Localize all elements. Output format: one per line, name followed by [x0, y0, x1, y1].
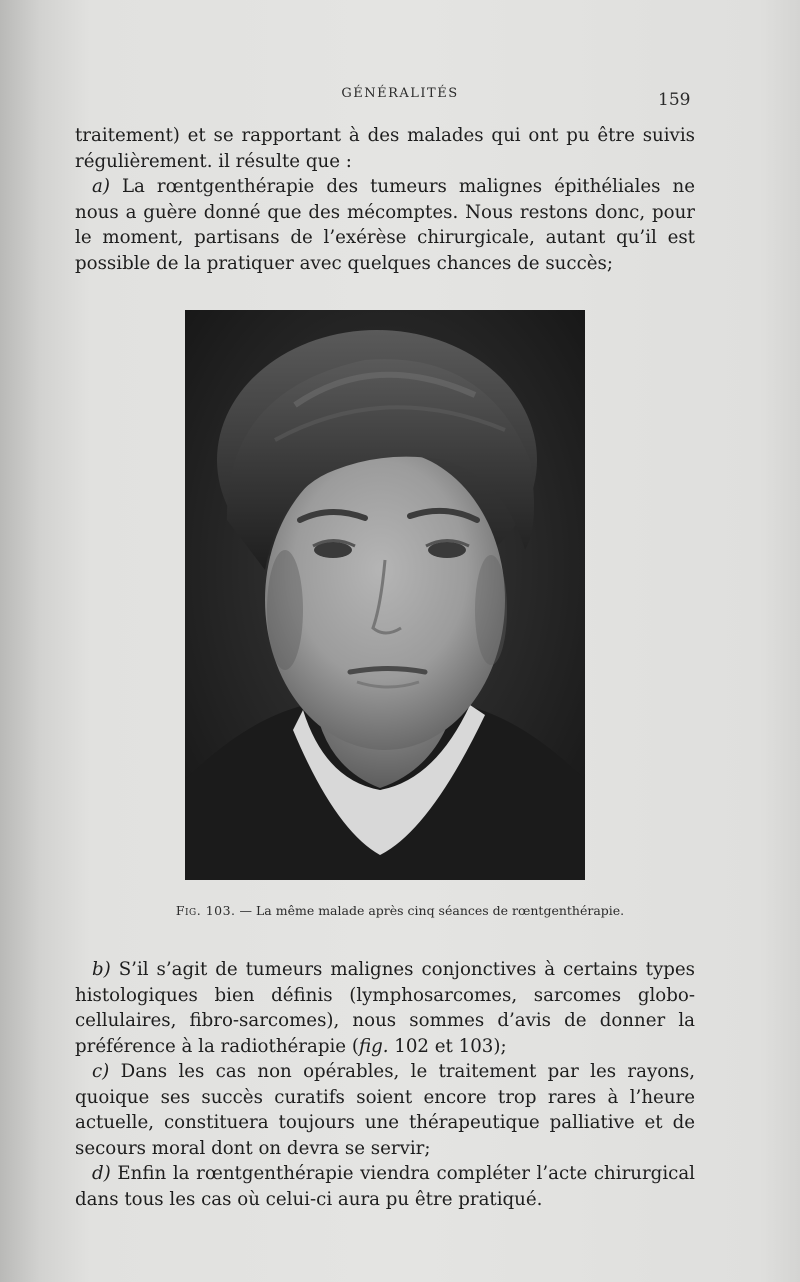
paragraph-a-label: a) [92, 176, 110, 197]
figure-caption [0, 903, 800, 918]
paragraph-b-text: S’il s’agit de tumeurs malignes conjonctives à certains types histologiques bien définis (lymphosarcomes, sarcomes globo-cellulaires, fibro-sarcomes), nous sommes d’avis de donner la préférence à la radiothérapie ( [75, 959, 695, 1057]
paragraph-b-label: b) [92, 959, 111, 980]
paragraph-d-text: Enfin la rœntgenthérapie viendra compléter l’acte chirurgical dans tous les cas où celui-ci aura pu être pratiqué. [75, 1163, 695, 1210]
paragraph-c [75, 1059, 695, 1161]
figure-caption-text: — La même malade après cinq séances de rœntgenthérapie. [239, 903, 625, 918]
bottom-text-block [75, 957, 695, 1212]
page-number: 159 [658, 90, 691, 110]
portrait-image [185, 310, 585, 880]
paragraph-c-label: c) [92, 1061, 110, 1082]
figure-reference: fig. [358, 1035, 389, 1057]
top-text-block [75, 123, 695, 276]
paragraph-a-text: La rœntgenthérapie des tumeurs malignes épithéliales ne nous a guère donné que des mécomptes. Nous restons donc, pour le moment, partisans de l’exérèse chirurgicale, autant qu’il est possible de la pratiquer avec quelques chances de succès; [75, 176, 695, 274]
paragraph-d [75, 1161, 695, 1212]
portrait-photograph [185, 310, 585, 880]
figure-label: Fig. 103. [175, 903, 236, 918]
paragraph-a [75, 174, 695, 276]
paragraph-b [75, 957, 695, 1059]
paragraph-c-text: Dans les cas non opérables, le traitement par les rayons, quoique ses succès curatifs soient encore trop rares à l’heure actuelle, constituera toujours une thérapeutique palliative et de secours moral dont on devra se servir; [75, 1061, 695, 1159]
paragraph-b-text-end: 102 et 103); [388, 1035, 507, 1057]
paragraph-d-label: d) [92, 1163, 111, 1184]
running-head: GÉNÉRALITÉS [341, 86, 459, 101]
paragraph-intro: traitement) et se rapportant à des malades qui ont pu être suivis régulièrement. il résulte que : [75, 125, 695, 172]
